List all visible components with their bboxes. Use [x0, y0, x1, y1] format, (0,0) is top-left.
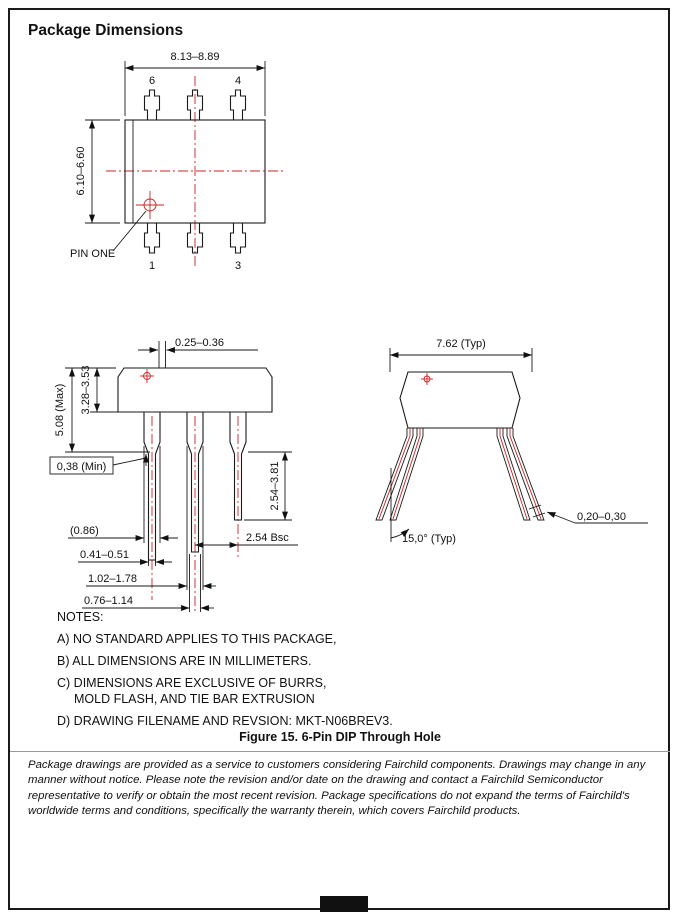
dip-pin: [145, 223, 160, 253]
dip-pin: [231, 223, 246, 253]
figure-caption: Figure 15. 6-Pin DIP Through Hole: [239, 730, 441, 744]
pin-one-label: PIN ONE: [70, 248, 116, 260]
pin-number-label: 4: [234, 75, 242, 87]
lead-centerline: [393, 428, 420, 519]
divider-line: [10, 751, 670, 752]
dim-lead-length-label: 2.54–3.81: [269, 461, 281, 511]
dim-lead-thickness-label: 0,20–0,30: [577, 511, 626, 523]
package-body-outline: [400, 372, 520, 428]
lead-centerline: [500, 428, 527, 519]
pin-one-marker: [421, 373, 433, 385]
dimension-line: [547, 512, 575, 523]
page-footer-mark: [320, 896, 368, 912]
leader-line: [113, 458, 146, 465]
dim-body-width-label: 8.13–8.89: [170, 51, 220, 63]
pin-number-label: 1: [148, 260, 156, 272]
pin-one-leader: [113, 211, 146, 251]
pin-number-label: 6: [148, 75, 156, 87]
dim-body-height-label: 3.28–3.53: [80, 365, 92, 415]
pin-one-marker: [140, 369, 154, 383]
dim-body-height-label: 6.10–6.60: [75, 146, 87, 196]
pin-one-marker: [136, 191, 164, 219]
dim-ref-label: (0.86): [70, 525, 99, 537]
note-d: D) DRAWING FILENAME AND REVSION: MKT-N06BREV3.: [57, 714, 393, 728]
top-view-drawing: [70, 51, 284, 272]
disclaimer-text: Package drawings are provided as a service to customers considering Fairchild components. Drawings may change in any manner without notice. Please note the revision and/or date on the drawing and contact a Fairchild Semiconductor representative to verify or obtain the most recent revision. Package specifications do not expand the terms of Fairchild's worldwide terms and conditions, specifically the warranty therein, which covers Fairchild products.: [28, 759, 646, 817]
dip-pin: [145, 90, 160, 120]
dim-lead-thickness-label: 0.25–0.36: [175, 337, 224, 349]
package-body-outline: [118, 368, 272, 412]
dip-pin: [231, 90, 246, 120]
notes-heading: NOTES:: [57, 610, 104, 624]
pin-number-label: 3: [234, 260, 242, 272]
dim-lead-angle-label: 15,0° (Typ): [402, 533, 456, 545]
dim-row-span-label: 7.62 (Typ): [436, 338, 486, 350]
front-view-drawing: [50, 337, 298, 614]
page-title: Package Dimensions: [28, 22, 184, 39]
note-a: A) NO STANDARD APPLIES TO THIS PACKAGE,: [57, 632, 337, 646]
dim-standoff-label: 0,38 (Min): [56, 461, 107, 473]
dim-lead-width-tip-label: 0.76–1.14: [84, 595, 133, 607]
dim-shoulder-width-label: 1.02–1.78: [88, 573, 137, 585]
dim-lead-width-narrow-label: 0.41–0.51: [80, 549, 129, 561]
notes-section: [57, 610, 393, 736]
dim-overall-height-label: 5.08 (Max): [54, 383, 66, 437]
note-c-line2: MOLD FLASH, AND TIE BAR EXTRUSION: [74, 692, 315, 706]
note-c-line1: C) DIMENSIONS ARE EXCLUSIVE OF BURRS,: [57, 676, 327, 690]
dim-pitch-label: 2.54 Bsc: [246, 532, 289, 544]
note-b: B) ALL DIMENSIONS ARE IN MILLIMETERS.: [57, 654, 312, 668]
end-view-drawing: [376, 338, 648, 545]
